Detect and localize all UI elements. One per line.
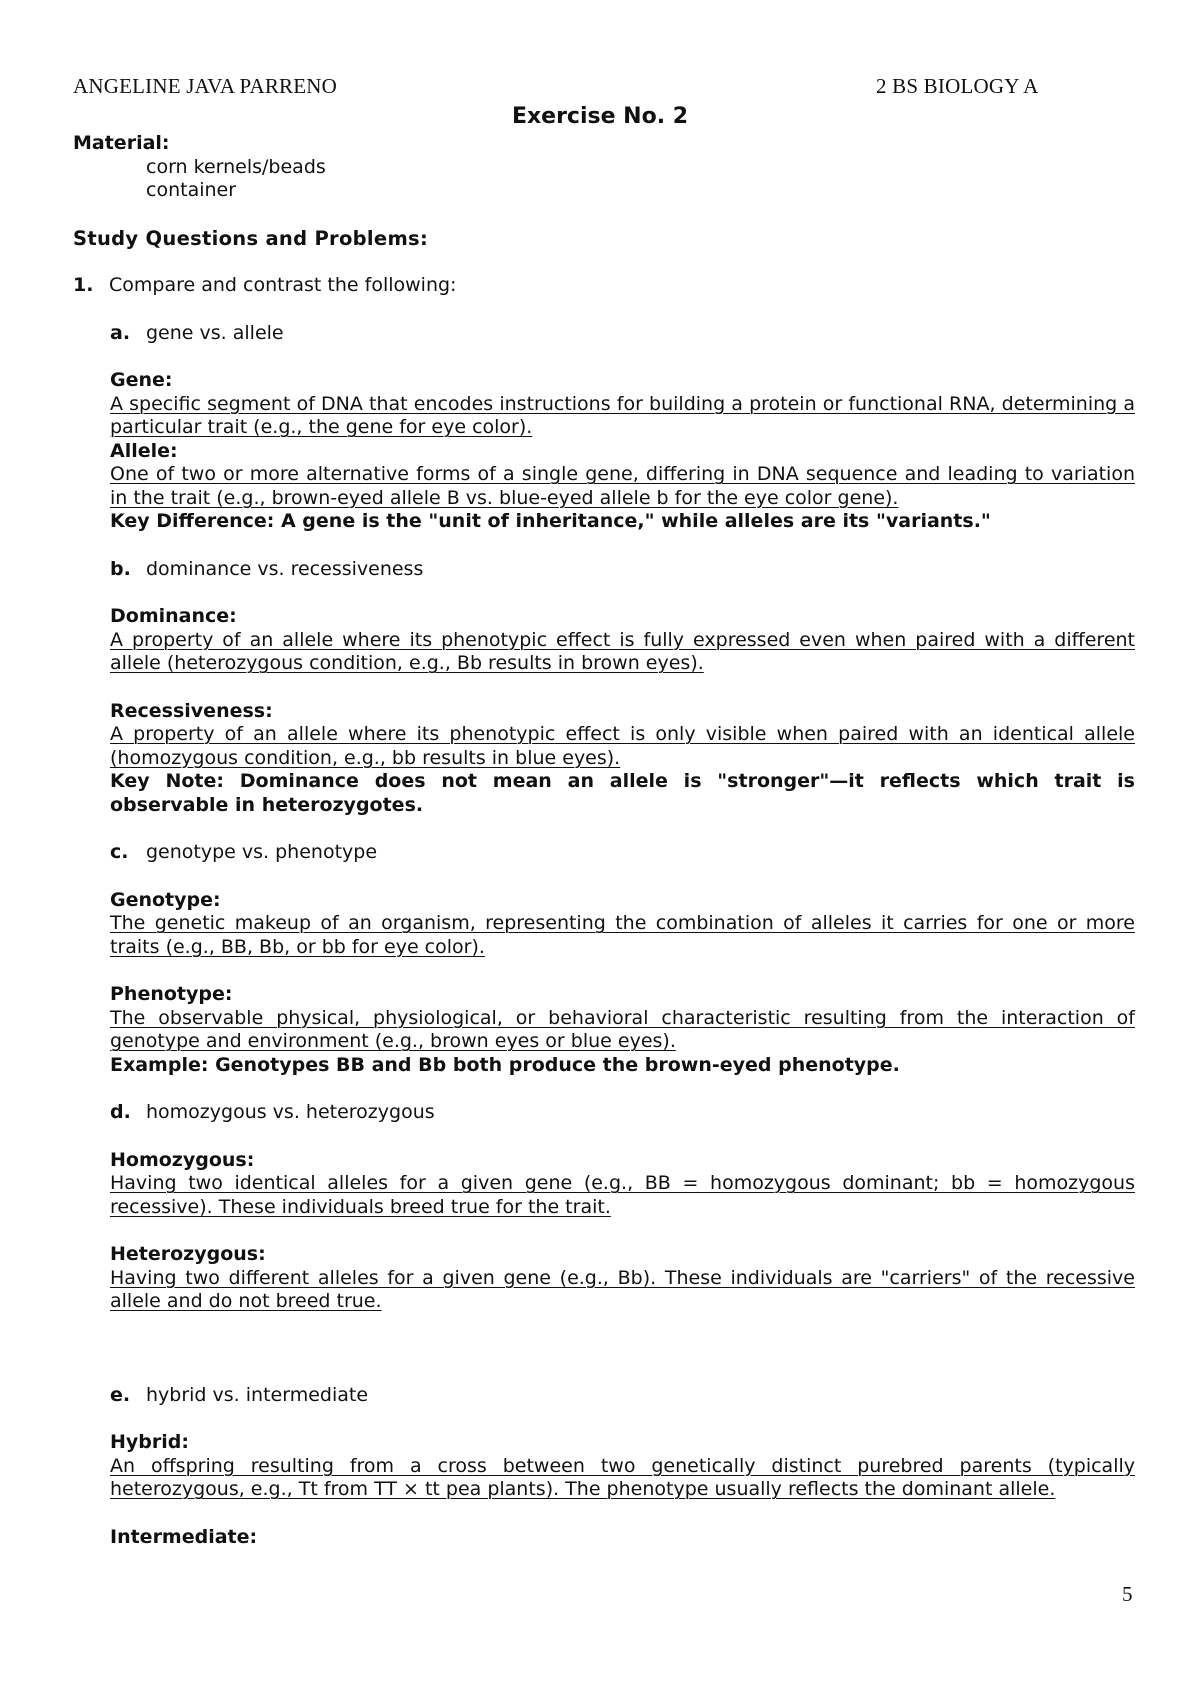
term-heading: Dominance: — [110, 605, 237, 627]
term-heading: Phenotype: — [110, 983, 233, 1005]
term-heading: Homozygous: — [110, 1148, 255, 1171]
question-number: 1. — [73, 274, 94, 296]
material-item: corn kernels/beads — [146, 155, 326, 178]
term-heading: Intermediate: — [110, 1525, 258, 1548]
term-heading: Heterozygous: — [110, 1243, 266, 1265]
item-d — [73, 1101, 1135, 1314]
term-definition: A specific segment of DNA that encodes instructions for building a protein or functional RNA, determining a particular trait (e.g., the gene for eye color). — [110, 392, 1135, 438]
item-a — [73, 322, 1135, 534]
term-definition: A property of an allele where its phenotypic effect is only visible when paired with an identical allele (homozygous condition, e.g., bb results in blue eyes). — [110, 723, 1135, 769]
item-label: e. — [110, 1383, 131, 1406]
item-label: c. — [110, 841, 129, 863]
item-e — [73, 1384, 1135, 1550]
term-heading: Allele: — [110, 439, 178, 462]
item-topic: hybrid vs. intermediate — [146, 1383, 369, 1406]
document-body — [73, 132, 1135, 1549]
term-definition: Having two identical alleles for a given gene (e.g., BB = homozygous dominant; bb = homozygous recessive). These individuals breed true for the trait. — [110, 1172, 1135, 1218]
term-definition: One of two or more alternative forms of a single gene, differing in DNA sequence and leading to variation in the trait (e.g., brown-eyed allele B vs. blue-eyed allele b for the eye color gene). — [110, 463, 1135, 509]
term-definition: The observable physical, physiological, or behavioral characteristic resulting from the interaction of genotype and environment (e.g., brown eyes or blue eyes). — [110, 1006, 1135, 1052]
item-label: a. — [110, 321, 131, 344]
key-note: Key Note: Dominance does not mean an allele is "stronger"—it reflects which trait is observable in heterozygotes. — [110, 770, 1135, 816]
exercise-title: Exercise No. 2 — [511, 104, 689, 129]
term-definition: Having two different alleles for a given gene (e.g., Bb). These individuals are "carriers" of the recessive allele and do not breed true. — [110, 1266, 1135, 1312]
item-b — [73, 558, 1135, 818]
example-note: Example: Genotypes BB and Bb both produce the brown-eyed phenotype. — [110, 1053, 900, 1076]
question-1 — [73, 274, 1135, 298]
author-name: ANGELINE JAVA PARRENO — [73, 74, 338, 98]
question-text: Compare and contrast the following: — [109, 274, 457, 296]
term-heading: Gene: — [110, 369, 173, 391]
item-topic: gene vs. allele — [146, 321, 284, 344]
term-heading: Genotype: — [110, 888, 221, 911]
key-note: Key Difference: A gene is the "unit of inheritance," while alleles are its "variants." — [110, 510, 991, 532]
term-definition: An offspring resulting from a cross between two genetically distinct purebred parents (typically heterozygous, e.g., Tt from TT × tt pea plants). The phenotype usually reflects the dominant allele. — [110, 1454, 1135, 1500]
item-label: d. — [110, 1101, 131, 1123]
item-label: b. — [110, 557, 131, 580]
page-number: 5 — [1122, 1582, 1133, 1606]
study-heading: Study Questions and Problems: — [73, 226, 429, 250]
item-topic: dominance vs. recessiveness — [146, 557, 424, 580]
term-heading: Recessiveness: — [110, 699, 273, 722]
course-section: 2 BS BIOLOGY A — [876, 74, 1039, 98]
term-definition: The genetic makeup of an organism, representing the combination of alleles it carries for one or more traits (e.g., BB, Bb, or bb for eye color). — [110, 912, 1135, 958]
term-heading: Hybrid: — [110, 1431, 189, 1453]
material-heading: Material: — [73, 132, 170, 154]
term-definition: A property of an allele where its phenotypic effect is fully expressed even when paired with a different allele (heterozygous condition, e.g., Bb results in brown eyes). — [110, 628, 1135, 674]
material-item: container — [146, 179, 237, 201]
item-c — [73, 841, 1135, 1077]
item-topic: homozygous vs. heterozygous — [146, 1101, 435, 1123]
item-topic: genotype vs. phenotype — [146, 841, 378, 863]
